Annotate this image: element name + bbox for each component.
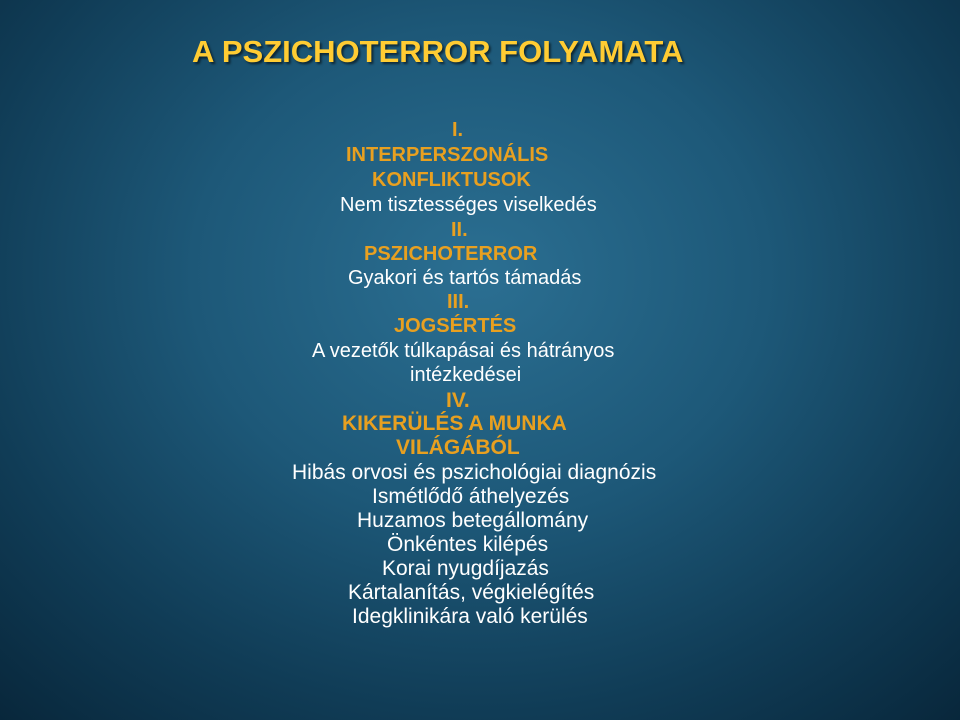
stage-3-description-line-2: intézkedései bbox=[410, 364, 522, 386]
stage-4-heading-line-1: KIKERÜLÉS A MUNKA bbox=[342, 412, 567, 435]
stage-4-heading-line-2: VILÁGÁBÓL bbox=[396, 436, 520, 459]
stage-2-heading: PSZICHOTERROR bbox=[364, 243, 538, 265]
stage-1-heading-line-2: KONFLIKTUSOK bbox=[372, 169, 531, 191]
stage-2-number: II. bbox=[451, 219, 468, 241]
stage-3-heading: JOGSÉRTÉS bbox=[394, 315, 517, 337]
stage-2-description: Gyakori és tartós támadás bbox=[348, 267, 582, 289]
stage-4-item-early-retirement: Korai nyugdíjazás bbox=[382, 557, 549, 580]
stage-1-number: I. bbox=[452, 119, 464, 141]
slide-title: A PSZICHOTERROR FOLYAMATA bbox=[192, 34, 684, 69]
stage-3-number: III. bbox=[447, 291, 470, 313]
stage-4-item-transfer: Ismétlődő áthelyezés bbox=[372, 485, 570, 508]
stage-4-item-clinic: Idegklinikára való kerülés bbox=[352, 605, 588, 628]
stage-4-item-resignation: Önkéntes kilépés bbox=[387, 533, 549, 556]
stage-1-heading-line-1: INTERPERSZONÁLIS bbox=[346, 144, 549, 166]
stage-1-description: Nem tisztességes viselkedés bbox=[340, 194, 597, 216]
stage-3-description-line-1: A vezetők túlkapásai és hátrányos bbox=[312, 340, 615, 362]
stage-4-item-sick-leave: Huzamos betegállomány bbox=[357, 509, 589, 532]
stage-4-item-compensation: Kártalanítás, végkielégítés bbox=[348, 581, 595, 604]
stage-4-number: IV. bbox=[446, 389, 470, 412]
stage-4-item-diagnosis: Hibás orvosi és pszichológiai diagnózis bbox=[292, 461, 657, 484]
